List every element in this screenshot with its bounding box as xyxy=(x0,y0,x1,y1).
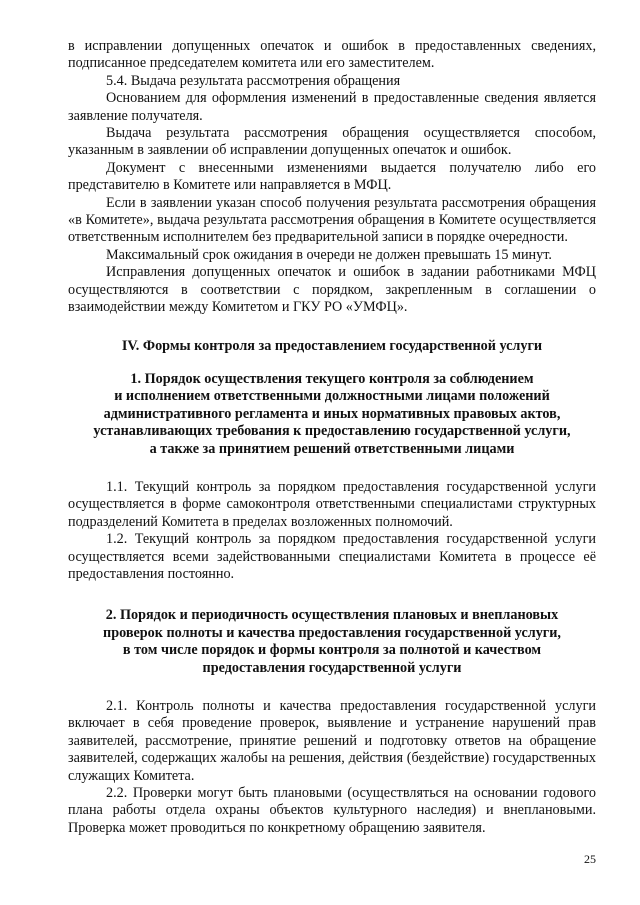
paragraph-continuation: в исправлении допущенных опечаток и ошибок в предоставленных сведениях, подписанное председателем комитета или его заместителем. xyxy=(68,38,596,72)
subsection-1-title-line: административного регламента и иных нормативных правовых актов, xyxy=(103,405,561,422)
subsection-1-title-line: устанавливающих требования к предоставлению государственной услуги, xyxy=(93,423,571,440)
subsection-1-title-line: а также за принятием решений ответственными лицами xyxy=(149,440,515,457)
paragraph-document-issue: Документ с внесенными изменениями выдается получателю либо его представителю в Комитете или направляется в МФЦ. xyxy=(68,159,596,194)
subsection-1-title xyxy=(68,371,596,458)
subsection-2-title-line: предоставления государственной услуги xyxy=(202,659,462,676)
paragraph-issue-method: Выдача результата рассмотрения обращения осуществляется способом, указанным в заявлении об исправлении допущенных опечаток и ошибок. xyxy=(68,125,596,159)
paragraph-1-2: 1.2. Текущий контроль за порядком предоставления государственной услуги осуществляется всеми задействованными специалистами Комитета в процессе её предоставления постоянно. xyxy=(68,531,596,582)
subsection-1-title-line: 1. Порядок осуществления текущего контроля за соблюдением xyxy=(130,370,534,387)
paragraph-5-4-heading: 5.4. Выдача результата рассмотрения обращения xyxy=(106,72,401,89)
subsection-2-title-line: проверок полноты и качества предоставления государственной услуги, xyxy=(103,624,561,641)
paragraph-in-committee: Если в заявлении указан способ получения результата рассмотрения обращения «в Комитете», выдача результата рассмотрения обращения в Комитете осуществляется ответственным исполнителем без предварительной записи в порядке очередности. xyxy=(68,194,596,246)
subsection-1-title-line: и исполнением ответственными должностными лицами положений xyxy=(114,388,550,405)
subsection-2-title xyxy=(68,607,596,677)
document-page xyxy=(68,38,596,837)
subsection-2-title-line: 2. Порядок и периодичность осуществления плановых и внеплановых xyxy=(105,607,559,624)
subsection-2-title-line: в том числе порядок и формы контроля за полнотой и качеством xyxy=(122,642,542,659)
page-number: 25 xyxy=(584,852,596,866)
section-iv-title: IV. Формы контроля за предоставлением государственной услуги xyxy=(121,337,543,354)
paragraph-basis: Основанием для оформления изменений в предоставленные сведения является заявление получателя. xyxy=(68,90,596,124)
paragraph-1-1: 1.1. Текущий контроль за порядком предоставления государственной услуги осуществляется в форме самоконтроля ответственными специалистами структурных подразделений Комитета в пределах возложенных полномочий. xyxy=(68,478,596,530)
paragraph-2-2: 2.2. Проверки могут быть плановыми (осуществляться на основании годового плана работы отдела охраны объектов культурного наследия) и внеплановыми. Проверка может проводиться по конкретному обращению заявителя. xyxy=(68,785,596,836)
paragraph-2-1: 2.1. Контроль полноты и качества предоставления государственной услуги включает в себя проведение проверок, выявление и устранение нарушений прав заявителей, рассмотрение, принятие решений и подготовку ответов на обращение заявителей, содержащих жалобы на решения, действия (бездействие) государственных служащих Комитета. xyxy=(68,698,596,784)
paragraph-wait-time: Максимальный срок ожидания в очереди не должен превышать 15 минут. xyxy=(106,246,552,263)
paragraph-mfc-corrections: Исправления допущенных опечаток и ошибок в задании работниками МФЦ осуществляются в соответствии с порядком, закрепленным в соглашении о взаимодействии между Комитетом и ГКУ РО «УМФЦ». xyxy=(68,264,596,316)
